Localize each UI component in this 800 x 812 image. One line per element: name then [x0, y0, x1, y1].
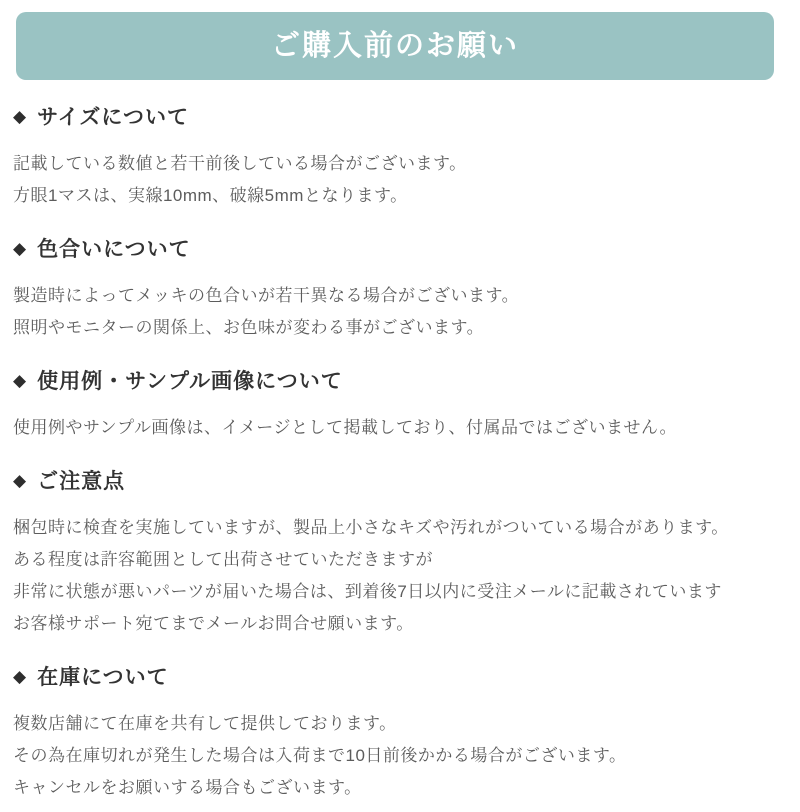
body-line: 複数店舗にて在庫を共有して提供しております。: [13, 714, 397, 733]
body-line: 使用例やサンプル画像は、イメージとして掲載しており、付属品ではございません。: [13, 418, 677, 437]
body-line: お客様サポート宛てまでメールお問合せ願います。: [13, 614, 414, 633]
section-stock: [13, 664, 780, 804]
section-cautions: [13, 468, 780, 640]
body-line: 照明やモニターの関係上、お色味が変わる事がございます。: [13, 318, 485, 337]
body-line: ある程度は許容範囲として出荷させていただきますが: [13, 550, 433, 569]
diamond-bullet-icon: ◆: [13, 667, 28, 686]
notice-content: [0, 104, 800, 804]
section-size-heading: [13, 104, 780, 132]
body-line: 非常に状態が悪いパーツが届いた場合は、到着後7日以内に受注メールに記載されています: [13, 582, 722, 601]
body-line: その為在庫切れが発生した場合は入荷まで10日前後かかる場合がございます。: [13, 746, 627, 765]
body-line: 梱包時に検査を実施していますが、製品上小さなキズや汚れがついている場合があります。: [13, 518, 729, 537]
body-line: 製造時によってメッキの色合いが若干異なる場合がございます。: [13, 286, 520, 305]
page-title: ご購入前のお願い: [270, 29, 519, 62]
page-title-banner: [16, 12, 774, 80]
body-line: 方眼1マスは、実線10mm、破線5mmとなります。: [13, 186, 408, 205]
diamond-bullet-icon: ◆: [13, 239, 28, 258]
section-heading-label: ご注意点: [37, 470, 126, 493]
diamond-bullet-icon: ◆: [13, 471, 28, 490]
section-heading-label: 在庫について: [37, 666, 169, 689]
section-heading-label: 使用例・サンプル画像について: [37, 370, 343, 393]
section-heading-label: サイズについて: [37, 106, 189, 129]
body-line: 記載している数値と若干前後している場合がございます。: [13, 154, 467, 173]
section-stock-body: [13, 708, 780, 804]
section-size: [13, 104, 780, 212]
section-size-body: [13, 148, 780, 212]
section-color-heading: [13, 236, 780, 264]
section-stock-heading: [13, 664, 780, 692]
section-color: [13, 236, 780, 344]
section-sample-images: [13, 368, 780, 444]
body-line: キャンセルをお願いする場合もございます。: [13, 778, 362, 797]
section-cautions-body: [13, 512, 780, 640]
section-color-body: [13, 280, 780, 344]
diamond-bullet-icon: ◆: [13, 371, 28, 390]
section-sample-images-heading: [13, 368, 780, 396]
section-sample-images-body: [13, 412, 780, 444]
diamond-bullet-icon: ◆: [13, 107, 28, 126]
section-heading-label: 色合いについて: [37, 238, 191, 261]
section-cautions-heading: [13, 468, 780, 496]
